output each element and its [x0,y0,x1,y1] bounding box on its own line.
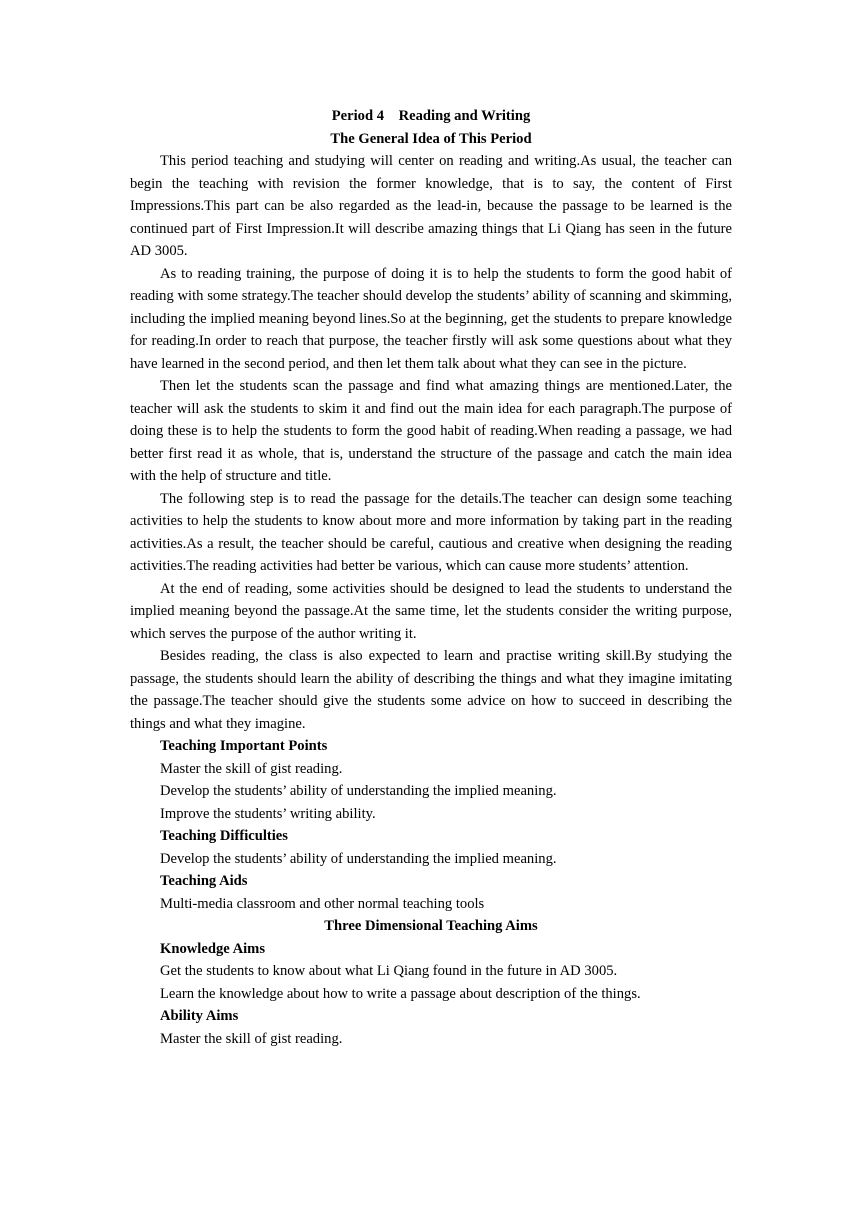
body-paragraph: As to reading training, the purpose of doing it is to help the students to form the good habit of reading with some strategy.The teacher should develop the students’ ability of scanning and skimming, including the implied meaning beyond lines.So at the beginning, get the students to prepare knowledge for reading.In order to reach that purpose, the teacher firstly will ask some questions about what they have learned in the second period, and then let them talk about what they can see in the picture. [130,265,732,372]
heading-difficulties: Teaching Difficulties [160,828,288,844]
document-page [130,105,732,1050]
body-paragraph: This period teaching and studying will center on reading and writing.As usual, the teacher can begin the teaching with revision the former knowledge, that is to say, the content of First Impressions.This part can be also regarded as the lead-in, because the passage to be learned is the continued part of First Impression.It will describe amazing things that Li Qiang has seen in the future AD 3005. [130,153,732,259]
heading-knowledge-aims: Knowledge Aims [160,940,265,957]
list-item: Multi-media classroom and other normal teaching tools [160,895,485,912]
list-item: Improve the students’ writing ability. [160,805,376,822]
period-title: Period 4 Reading and Writing [331,108,531,124]
list-item: Master the skill of gist reading. [160,1030,343,1047]
section-title-aims: Three Dimensional Teaching Aims [324,918,538,934]
heading-aids: Teaching Aids [160,873,248,889]
list-item: Learn the knowledge about how to write a passage about description of the things. [160,985,641,1002]
heading-important-points: Teaching Important Points [160,738,328,754]
body-paragraph: Besides reading, the class is also expected to learn and practise writing skill.By studying the passage, the students should learn the ability of describing the things and what they imagine imitating the passage.The teacher should give the students some advice on how to succeed in describing the things and what they imagine. [130,648,732,732]
body-paragraph: Then let the students scan the passage and find what amazing things are mentioned.Later, the teacher will ask the students to skim it and find out the main idea for each paragraph.The purpose of doing these is to help the students to form the good habit of reading.When reading a passage, we had better first read it as whole, that is, understand the structure of the passage and catch the main idea with the help of structure and title. [130,378,732,484]
body-paragraph: The following step is to read the passage for the details.The teacher can design some teaching activities to help the students to know about more and more information by taking part in the reading activities.As a result, the teacher should be careful, cautious and creative when designing the reading activities.The reading activities had better be various, which can cause more students’ attention. [130,490,732,574]
list-item: Develop the students’ ability of understanding the implied meaning. [160,783,557,799]
list-item: Master the skill of gist reading. [160,760,343,777]
list-item: Get the students to know about what Li Qiang found in the future in AD 3005. [160,963,618,979]
body-paragraph: At the end of reading, some activities should be designed to lead the students to understand the implied meaning beyond the passage.At the same time, let the students consider the writing purpose, which serves the purpose of the author writing it. [130,580,732,642]
heading-ability-aims: Ability Aims [160,1008,239,1024]
section-title-general-idea: The General Idea of This Period [330,130,532,147]
list-item: Develop the students’ ability of understanding the implied meaning. [160,850,557,867]
